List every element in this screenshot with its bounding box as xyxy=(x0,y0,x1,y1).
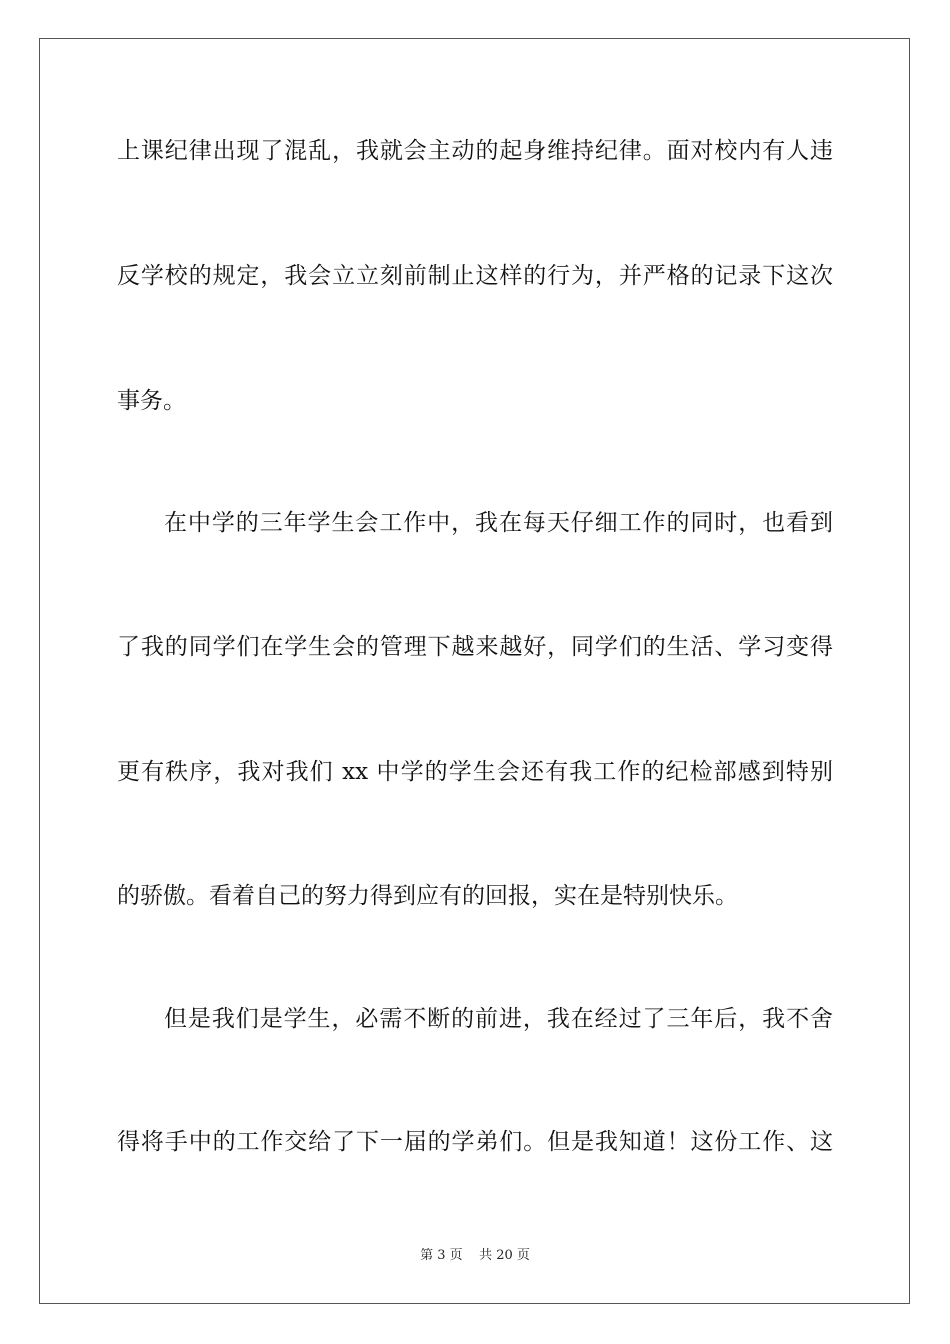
text-line: 的骄傲。看着自己的努力得到应有的回报，实在是特别快乐。 xyxy=(117,883,738,909)
text-line: 事务。 xyxy=(117,388,186,414)
text-line: 更有秩序，我对我们 xx 中学的学生会还有我工作的纪检部感到特别 xyxy=(117,759,833,785)
page-number-footer: 第 3 页 共 20 页 xyxy=(420,1248,530,1263)
paragraph-first-line: 但是我们是学生，必需不断的前进，我在经过了三年后，我不舍 xyxy=(164,1006,833,1032)
paragraph-first-line: 在中学的三年学生会工作中，我在每天仔细工作的同时，也看到 xyxy=(164,510,833,536)
text-line: 上课纪律出现了混乱，我就会主动的起身维持纪律。面对校内有人违 xyxy=(117,138,833,164)
text-line: 了我的同学们在学生会的管理下越来越好，同学们的生活、学习变得 xyxy=(117,634,833,660)
text-line: 反学校的规定，我会立立刻前制止这样的行为，并严格的记录下这次 xyxy=(117,263,833,289)
page-border xyxy=(39,38,910,1304)
text-line: 得将手中的工作交给了下一届的学弟们。但是我知道！这份工作、这 xyxy=(117,1129,833,1155)
